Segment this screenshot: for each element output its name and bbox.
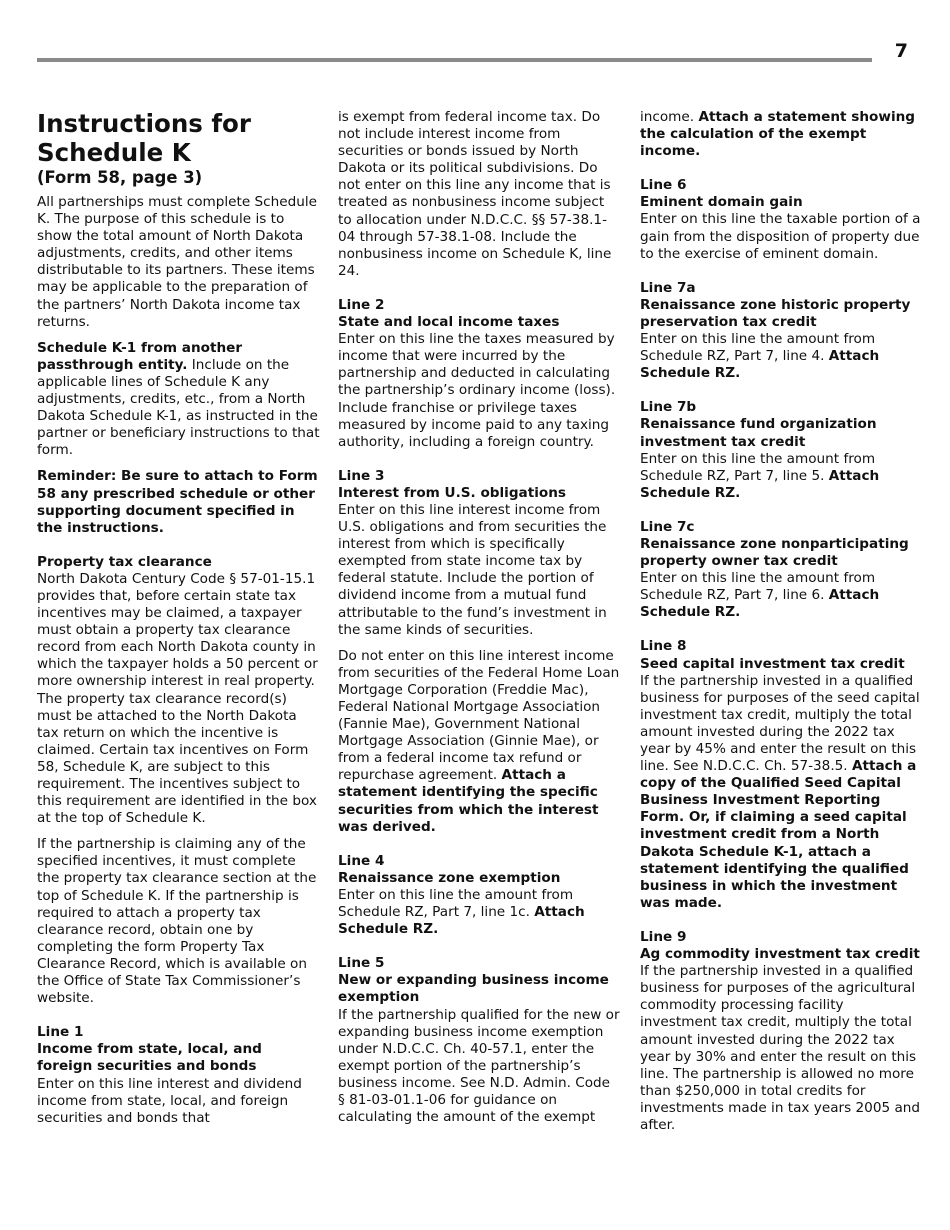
line-7c-text xyxy=(640,570,922,621)
line-7a-attach: Attach Schedule RZ. xyxy=(640,348,880,382)
section-line-2 xyxy=(338,297,620,451)
line-3-text-2 xyxy=(338,648,620,836)
section-line-5 xyxy=(338,955,620,1126)
line-8-heading: Line 8 xyxy=(640,638,687,655)
line-9-subheading: Ag commodity investment tax credit xyxy=(640,946,920,963)
line-5-attach: Attach a statement showing the calculation of the exempt income. xyxy=(640,109,916,160)
header-rule xyxy=(37,58,872,62)
line-7b-heading: Line 7b xyxy=(640,399,697,416)
k1-bold: Schedule K-1 from another passthrough entity. xyxy=(37,339,243,373)
line-8-text-body: If the partnership invested in a qualified business for purposes of the seed capital investment tax credit, multiply the total amount invested during the 2022 tax year by 45% and enter the result on this line. See N.D.C.C. Ch. 57-38.5. xyxy=(640,672,920,775)
line-7c-attach: Attach Schedule RZ. xyxy=(640,587,880,621)
line-4-heading: Line 4 xyxy=(338,852,385,869)
title-line-1: Instructions for xyxy=(37,109,251,138)
ptc-heading: Property tax clearance xyxy=(37,553,212,570)
line-6-subheading: Eminent domain gain xyxy=(640,194,803,211)
section-line-1 xyxy=(37,1024,321,1127)
line-5-text: If the partnership qualified for the new or expanding business income exemption under N.D.C.C. Ch. 40-57.1, enter the exempt portion of the partnership’s business income. See N.D. Admin. Code § 81-03-01.1-06 for guidance on calculating the amount of the exempt xyxy=(338,1006,620,1126)
line-7b-text-body: Enter on this line the amount from Schedule RZ, Part 7, line 5. xyxy=(640,450,876,484)
line-2-subheading: State and local income taxes xyxy=(338,314,560,331)
intro-paragraph: All partnerships must complete Schedule K. The purpose of this schedule is to show the total amount of North Dakota adjustments, credits, and other items distributable to its partners. These items may be applicable to the preparation of the partners’ North Dakota income tax returns. xyxy=(37,194,317,330)
line-4-text xyxy=(338,887,620,938)
line-3-text-1: Enter on this line interest income from U.S. obligations and from securities the interest from which is specifically exempted from state income tax by federal statute. Include the portion of dividend income from a mutual fund attributable to the fund’s investment in the same kinds of securities. xyxy=(338,501,607,638)
section-line-8 xyxy=(640,638,922,912)
section-line-6 xyxy=(640,177,922,262)
line-2-text: Enter on this line the taxes measured by income that were incurred by the partnership and deducted in calculating the partnership’s ordinary income (loss). Include franchise or privilege taxes measured by income paid to any taxing authority, including a foreign country. xyxy=(338,331,616,450)
page-number: 7 xyxy=(894,40,908,62)
ptc-paragraph-1: North Dakota Century Code § 57-01-15.1 provides that, before certain state tax incentives may be claimed, a taxpayer must obtain a property tax clearance record from each North Dakota county in which the taxpayer holds a 50 percent or more ownership interest in real property. The property tax clearance record(s) must be attached to the North Dakota tax return on which the incentive is claimed. Certain tax incentives on Form 58, Schedule K, are subject to this requirement. The incentives subject to this requirement are identified in the box at the top of Schedule K. xyxy=(37,570,318,827)
line-3-heading: Line 3 xyxy=(338,467,385,484)
section-line-4 xyxy=(338,853,620,938)
line-7c-subheading: Renaissance zone nonparticipating property owner tax credit xyxy=(640,535,909,570)
line-7a-text xyxy=(640,331,922,382)
line-9-heading: Line 9 xyxy=(640,928,687,945)
line-5-subheading: New or expanding business income exemption xyxy=(338,972,609,1006)
k1-paragraph xyxy=(37,340,321,460)
section-line-7c xyxy=(640,519,922,622)
line-3-attach: Attach a statement identifying the specific securities from which the interest was derived. xyxy=(338,767,599,835)
line-1-heading: Line 1 xyxy=(37,1024,84,1041)
line-7a-subheading: Renaissance zone historic property preservation tax credit xyxy=(640,296,911,330)
line-7b-attach: Attach Schedule RZ. xyxy=(640,467,880,501)
section-property-tax-clearance xyxy=(37,554,321,1007)
line-6-text: Enter on this line the taxable portion of a gain from the disposition of property due to the exercise of eminent domain. xyxy=(640,211,921,262)
line-7c-heading: Line 7c xyxy=(640,518,695,535)
line-7b-text xyxy=(640,451,922,502)
line-1-text: Enter on this line interest and dividend income from state, local, and foreign securities and bonds that xyxy=(37,1075,302,1126)
page-title xyxy=(37,109,321,167)
line-1-subheading: Income from state, local, and foreign securities and bonds xyxy=(37,1041,262,1075)
column-2 xyxy=(338,109,620,1126)
ptc-paragraph-2: If the partnership is claiming any of the specified incentives, it must complete the property tax clearance section at the top of Schedule K. If the partnership is required to attach a property tax clearance record, obtain one by completing the form Property Tax Clearance Record, which is available on the Office of State Tax Commissioner’s website. xyxy=(37,836,317,1007)
line-3-subheading: Interest from U.S. obligations xyxy=(338,484,567,501)
line-4-subheading: Renaissance zone exemption xyxy=(338,869,561,886)
line-5-continued xyxy=(640,109,922,160)
line-4-attach: Attach Schedule RZ. xyxy=(338,904,585,938)
line-6-heading: Line 6 xyxy=(640,177,687,194)
title-line-2: Schedule K xyxy=(37,138,191,167)
section-line-7b xyxy=(640,399,922,502)
line-2-heading: Line 2 xyxy=(338,296,385,313)
line-7a-text-body: Enter on this line the amount from Schedule RZ, Part 7, line 4. xyxy=(640,331,876,365)
k1-text: Include on the applicable lines of Schedule K any adjustments, credits, etc., from a North Dakota Schedule K-1, as instructed in the partner or beneficiary instructions to that form. xyxy=(37,356,320,459)
section-line-9 xyxy=(640,929,922,1134)
page-subtitle: (Form 58, page 3) xyxy=(37,168,203,187)
column-1 xyxy=(37,109,321,1127)
line-3-text-2-body: Do not enter on this line interest income from securities of the Federal Home Loan Mortgage Corporation (Freddie Mac), Federal National Mortgage Association (Fannie Mae), Government National Mortgage Association (Ginnie Mae), or from a federal income tax refund or repurchase agreement. xyxy=(338,647,620,784)
column-3 xyxy=(640,109,922,1134)
line-9-text: If the partnership invested in a qualified business for purposes of the agricultural commodity processing facility investment tax credit, multiply the total amount invested during the 2022 tax year by 30% and enter the result on this line. The partnership is allowed no more than $250,000 in total credits for investments made in tax years 2005 and after. xyxy=(640,963,921,1133)
line-5-cont-body: income. xyxy=(640,109,699,125)
line-5-heading: Line 5 xyxy=(338,955,385,972)
section-line-3 xyxy=(338,468,620,836)
line-7b-subheading: Renaissance fund organization investment tax credit xyxy=(640,416,877,450)
line-1-continued: is exempt from federal income tax. Do not include interest income from securities or bonds issued by North Dakota or its political subdivisions. Do not enter on this line any income that is treated as nonbusiness income subject to allocation under N.D.C.C. §§ 57-38.1-04 through 57-38.1-08. Include the nonbusiness income on Schedule K, line 24. xyxy=(338,109,612,279)
line-8-text xyxy=(640,673,922,912)
reminder-paragraph: Reminder: Be sure to attach to Form 58 any prescribed schedule or other supporting document specified in the instructions. xyxy=(37,468,318,536)
section-line-7a xyxy=(640,280,922,383)
line-7a-heading: Line 7a xyxy=(640,279,696,296)
line-8-subheading: Seed capital investment tax credit xyxy=(640,655,905,672)
line-7c-text-body: Enter on this line the amount from Schedule RZ, Part 7, line 6. xyxy=(640,570,876,604)
line-8-attach: Attach a copy of the Qualified Seed Capital Business Investment Reporting Form. Or, if claiming a seed capital investment credit from a North Dakota Schedule K-1, attach a statement identifying the qualified business in which the investment was made. xyxy=(640,758,917,911)
line-4-text-body: Enter on this line the amount from Schedule RZ, Part 7, line 1c. xyxy=(338,886,574,921)
